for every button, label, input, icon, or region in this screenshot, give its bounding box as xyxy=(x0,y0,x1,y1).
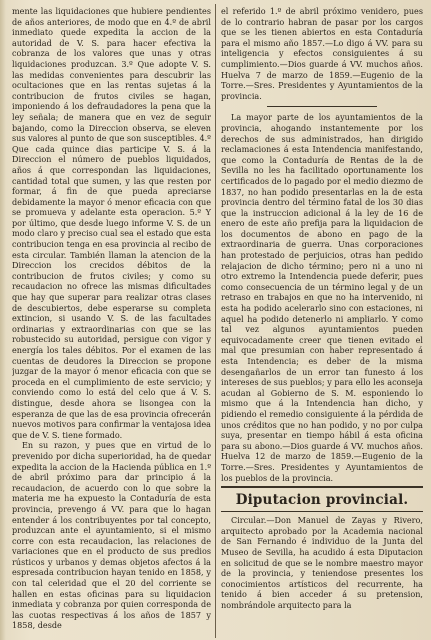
heading-rule-top xyxy=(221,486,423,488)
right-paragraph-2: La mayor parte de los ayuntamientos de la provincia, ahogando instantemente por los derechos de sus administrados, han dirigido reclamaciones á esta Intendencia manifestando, que como la Contaduría de Rentas de la de Sevilla no les ha facilitado oportunamente los certificados de lo pagado por el medio diezmo de 1837, no han podido presentarlas en la de esta provincia dentro del término fatal de los 30 dias que la instruccion adicional á la ley de 16 de enero de este año prefija para la liquidacion de los documentos de abono en pago de la extraordinaria de guerra. Unas corporaciones han protestado de perjuicios, otras han pedido relajacion de dicho término; pero ni a uno ni otro extremo la Intendencia puede deferir, pues como consecuencia de un término legal y de un retraso en trabajos en que no ha intervenido, ni esta ha podido acelerarlo sino con estaciones, ni aquel ha podido detenerlo ni ampliarlo. Y como tal vez algunos ayuntamientos pueden equivocadamente creer que tienen evitado el mal que presumian con haber representado á esta Intendencia; es deber de la misma desengañarlos de un error tan funesto á los intereses de sus pueblos; y para ello les aconseja acudan al Gobierno de S. M. esponiendo lo mismo que á la Intendencia han dicho, y pidiendo el remedio consiguiente á la pérdida de unos créditos que no han podido, y no por culpa suya, presentar en tiempo hábil á esta oficina para su abono.—Dios guarde á VV. muchos años. Huelva 12 de marzo de 1859.—Eugenio de la Torre.—Sres. Presidentes y Ayuntamientos de los pueblos de la provincia. xyxy=(221,112,423,483)
right-paragraph-1: el referido 1.º de abril próximo venidero, pues de lo contrario habran de pasar por los cargos que se les tienen abiertos en esta Contaduría para el mismo año 1857.—Lo digo á VV. para su inteligencia y efectos consiguientes á su cumplimiento.—Dios guarde á VV. muchos años. Huelva 7 de marzo de 1859.—Eugenio de la Torre.—Sres. Presidentes y Ayuntamientos de la provincia. xyxy=(221,6,423,101)
right-paragraph-3: Circular.—Don Manuel de Zayas y Rivero, arquitecto aprobado por la Academia nacional de San Fernando é individuo de la Junta del Museo de Sevilla, ha acudido á esta Diputacion en solicitud de que se le nombre maestro mayor de la provincia, y teniendose presentes los conocimientos artísticos del recurrente, ha tenido á bien acceder á su pretension, nombrándole arquitecto para la xyxy=(221,515,423,610)
left-paragraph-2: En su razon, y pues que en virtud de lo prevenido por dicha superioridad, ha de quedar expedita la accion de la Hacienda pública en 1.º de abril próximo para dar principio á la recaudacion, de acuerdo con lo que sobre la materia me ha expuesto la Contaduría de esta provincia, prevengo á VV. para que lo hagan entender á los contribuyentes por tal concepto, produzcan ante el ayuntamiento, si el mismo corre con esta recaudacion, las relaciones de variaciones que en el producto de sus predios rústicos y urbanos y demas objetos afectos á la espresada contribucion hayan tenido en 1858, y con tal celeridad que el 20 del corriente se hallen en estas oficinas para su liquidacion inmediata y cobranza por quien corresponda de las cuotas respectivas á los años de 1857 y 1858, desde xyxy=(12,440,211,631)
left-column xyxy=(12,6,211,636)
column-divider xyxy=(215,4,216,638)
section-separator xyxy=(267,106,377,107)
right-column xyxy=(221,6,423,636)
heading-rule-bottom xyxy=(221,511,423,512)
section-heading: Diputacion provincial. xyxy=(235,492,409,509)
left-paragraph-1: mente las liquidaciones que hubiere pendientes de años anteriores, de modo que en 4.º de abril inmediato quede expedita la accion de la autoridad de V. S. para hacer efectiva la cobranza de los valores que unas y otras liquidaciones produzcan. 3.º Que adopte V. S. las medidas convenientes para descubrir las ocultaciones que en las rentas sujetas á la contribucion de frutos civiles se hagan, imponiendo á los defraudadores la pena que la ley señala; de manera que en vez de seguir bajando, como la Direccion observa, se eleven sus valores al punto de que son susceptibles. 4.º Que cada quince dias participe V. S. á la Direccion el número de pueblos liquidados, años á que correspondan las liquidaciones, cantidad total que sumen, y las que resten por formar, á fin de que pueda apreciarse debidamente la mayor ó menor eficacia con que se promueva y adelante esta operacion. 5.º Y por último, que desde luego informe V. S. de un modo claro y preciso cual sea el estado que esta contribucion tenga en esa provincia al recibo de esta circular. También llaman la atencion de la Direccion los crecidos débitos de la contribucion de frutos civiles; y como su recaudacion no ofrece las mismas dificultades que hay que superar para realizar otras clases de descubiertos, debe esperarse su completa extincion, si usando V. S. de las facultades ordinarias y extraordinarias con que se las robustecido su autoridad, persigue con vigor y energía los tales débitos. Por el examen de las cuentas de deudores la Direccion se propone juzgar de la mayor ó menor eficacia con que se proceda en el cumplimiento de este servicio; y conviendo como lo está del celo que á V. S. distingue, desde ahora se lisongea con la esperanza de que las de esa provincia ofrecerán nuevos motivos para confirmar la ventajosa idea que de V. S. tiene formado. xyxy=(12,6,211,440)
